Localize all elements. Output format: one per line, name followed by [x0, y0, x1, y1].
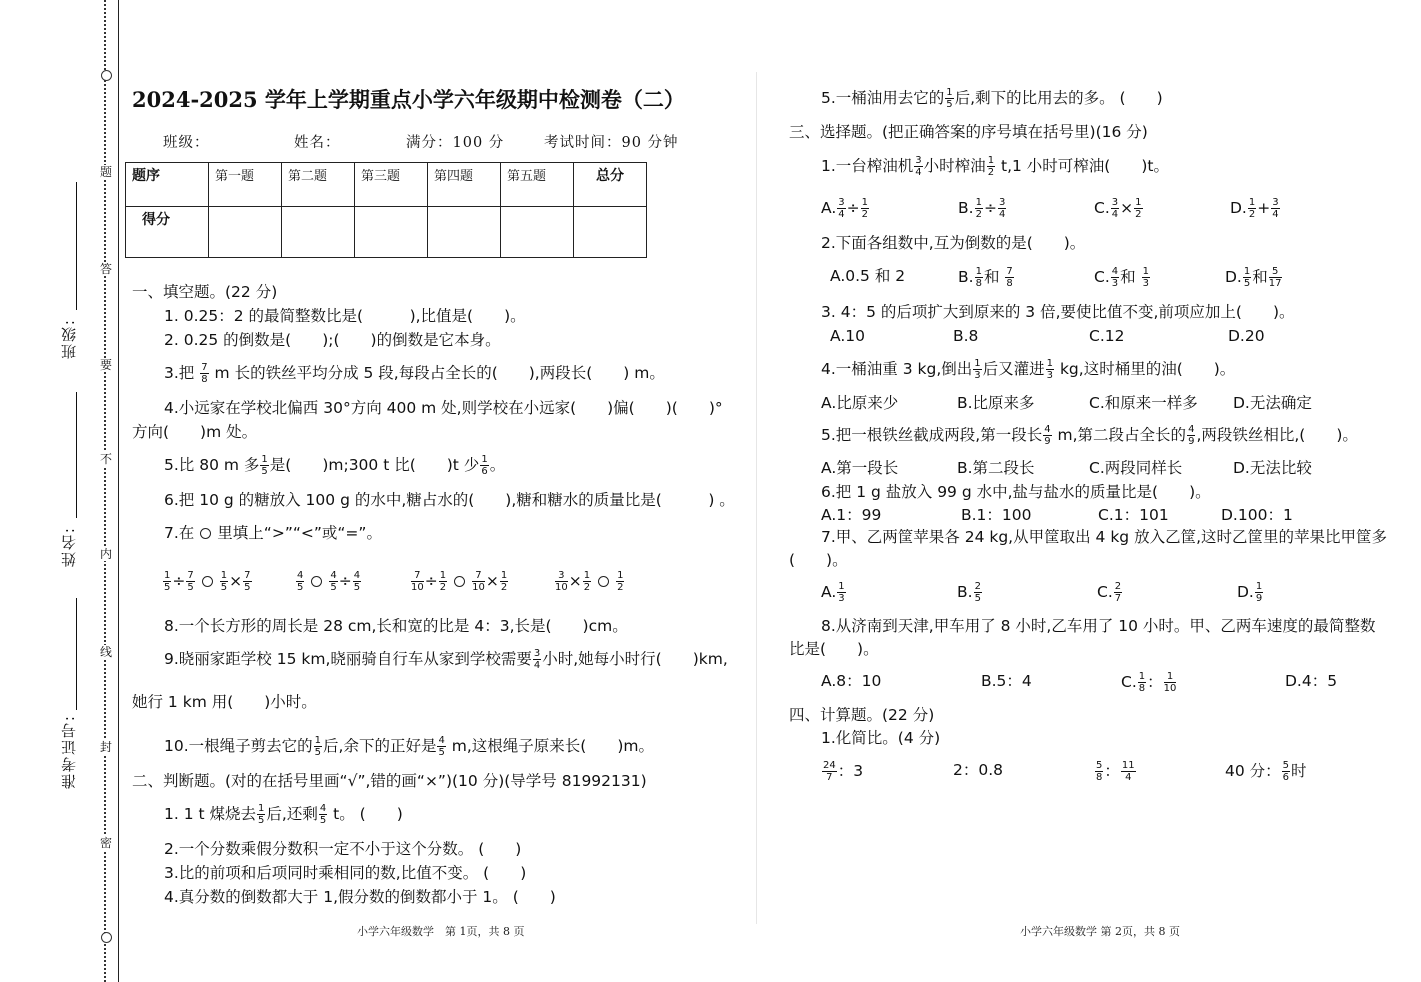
compare-item: $\frac{3}{10}$ × $\frac{1}{2}$ $\frac{1}{2}$ [555, 570, 624, 593]
binding-char: 封 [99, 740, 112, 754]
fraction: $\frac{1}{2}$ [987, 155, 995, 178]
fill-question-9-cont: 她行 1 km 用( )小时。 [132, 693, 317, 711]
score-cell[interactable] [501, 207, 574, 258]
choice-option[interactable]: B.第二段长 [957, 459, 1035, 477]
choice-option[interactable]: B.比原来多 [957, 394, 1035, 412]
fill-question-1: 1. 0.25：2 的最简整数比是( ),比值是( )。 [164, 307, 526, 325]
choice-option[interactable]: D.4：5 [1285, 672, 1338, 690]
choice-option[interactable]: D. $\frac{1}{2}$ + $\frac{3}{4}$ [1230, 197, 1279, 220]
binding-char: 密 [99, 836, 112, 850]
choice-question-1: 1.一台榨油机 $\frac{3}{4}$ 小时榨油 $\frac{1}{2}$ t,1 小时可榨油( )t。 [821, 155, 1169, 178]
choice-option[interactable]: D.无法比较 [1233, 459, 1312, 477]
compare-circle[interactable] [311, 576, 322, 587]
class-blank-line[interactable] [76, 182, 77, 310]
choice-question-7: 7.甲、乙两筐苹果各 24 kg,从甲筐取出 4 kg 放入乙筐,这时乙筐里的苹果比甲筐多 [821, 528, 1387, 546]
choice-option[interactable]: A. $\frac{3}{4}$ ÷ $\frac{1}{2}$ [821, 197, 869, 220]
compare-item: $\frac{7}{10}$ ÷ $\frac{1}{2}$ $\frac{7}{10}$ × $\frac{1}{2}$ [411, 570, 508, 593]
fraction: $\frac{1}{5}$ [261, 454, 268, 477]
score-header-cell: 总分 [574, 163, 647, 207]
choice-option[interactable]: D.无法确定 [1233, 394, 1312, 412]
choice-option[interactable]: C. $\frac{3}{4}$ × $\frac{1}{2}$ [1094, 197, 1142, 220]
compare-item: $\frac{4}{5}$ $\frac{4}{5}$ ÷ $\frac{4}{5}$ [297, 570, 361, 593]
choice-option[interactable]: A.8：10 [821, 672, 882, 690]
choice-question-4: 4.一桶油重 3 kg,倒出 $\frac{1}{3}$ 后又灌进 $\frac{1}{3}$ kg,这时桶里的油( )。 [821, 358, 1236, 381]
choice-option[interactable]: C. $\frac{1}{8}$ ： $\frac{1}{10}$ [1121, 671, 1177, 694]
choice-option[interactable]: D. $\frac{1}{9}$ [1237, 581, 1263, 604]
part2-heading: 二、判断题。(对的在括号里画“√”,错的画“×”)(10 分)(导学号 81992131) [132, 772, 647, 790]
fraction: $\frac{1}{3}$ [1046, 358, 1054, 381]
judge-question-4: 4.真分数的倒数都大于 1,假分数的倒数都小于 1。 ( ) [164, 888, 556, 906]
judge-question-2: 2.一个分数乘假分数积一定不小于这个分数。 ( ) [164, 840, 522, 858]
exam-time: 考试时间：90 分钟 [544, 135, 679, 151]
part3-heading: 三、选择题。(把正确答案的序号填在括号里)(16 分) [789, 123, 1148, 141]
name-label: 姓名: [60, 526, 78, 568]
fraction: $\frac{7}{8}$ [201, 362, 208, 385]
fraction: $\frac{4}{9}$ [1044, 424, 1051, 447]
choice-question-5: 5.把一根铁丝截成两段,第一段长 $\frac{4}{9}$ m,第二段占全长的 $\frac{4}{9}$ ,两段铁丝相比,( )。 [821, 424, 1358, 447]
score-header-cell: 第二题 [282, 163, 355, 207]
choice-option[interactable]: B.8 [953, 327, 979, 345]
fraction: $\frac{4}{9}$ [1188, 424, 1195, 447]
choice-option[interactable]: C. $\frac{4}{3}$ 和 $\frac{1}{3}$ [1094, 266, 1149, 289]
fraction: $\frac{3}{4}$ [533, 648, 541, 671]
fraction: $\frac{3}{4}$ [915, 155, 922, 178]
choice-option[interactable]: B.5：4 [981, 672, 1032, 690]
fraction: $\frac{4}{5}$ [319, 803, 327, 826]
binding-char: 答 [99, 262, 112, 276]
judge-question-1: 1. 1 t 煤烧去 $\frac{1}{5}$ 后,还剩 $\frac{4}{5}$ t。 ( ) [164, 803, 403, 826]
choice-option[interactable]: A.比原来少 [821, 394, 899, 412]
calc-item: 2：0.8 [953, 761, 1004, 779]
choice-question-7-cont: ( )。 [789, 551, 848, 569]
choice-question-6: 6.把 1 g 盐放入 99 g 水中,盐与盐水的质量比是( )。 [821, 483, 1211, 501]
choice-question-2: 2.下面各组数中,互为倒数的是( )。 [821, 234, 1086, 252]
binding-dotted-line [104, 0, 106, 982]
calc-item: $\frac{24}{7}$ ：3 [823, 760, 864, 783]
ticket-label: 准考证号: [60, 714, 78, 790]
binding-char: 线 [99, 645, 112, 659]
choice-option[interactable]: D. $\frac{1}{5}$ 和 $\frac{5}{17}$ [1225, 266, 1282, 289]
choice-option[interactable]: A.第一段长 [821, 459, 899, 477]
fraction: $\frac{1}{5}$ [946, 87, 953, 110]
score-cell[interactable] [209, 207, 282, 258]
fraction: $\frac{4}{5}$ [438, 735, 445, 758]
choice-option[interactable]: B. $\frac{1}{8}$ 和 $\frac{7}{8}$ [958, 266, 1013, 289]
choice-option[interactable]: A.10 [830, 327, 865, 345]
fill-question-8: 8.一个长方形的周长是 28 cm,长和宽的比是 4：3,长是( )cm。 [164, 617, 628, 635]
binding-char: 不 [99, 452, 112, 466]
binding-solid-line [118, 0, 119, 982]
fill-question-4-cont: 方向( )m 处。 [132, 423, 258, 441]
binding-circle-mark [101, 932, 112, 943]
score-row-label: 得分 [126, 207, 209, 258]
class-label: 班级: [60, 318, 78, 360]
score-cell[interactable] [574, 207, 647, 258]
fraction: $\frac{1}{5}$ [258, 803, 265, 826]
circle-icon [200, 528, 211, 539]
binding-char: 题 [99, 165, 112, 179]
choice-option[interactable]: A.1：99 [821, 506, 882, 524]
exam-title: 2024-2025 学年上学期重点小学六年级期中检测卷（二） [132, 87, 685, 112]
fill-question-7: 7.在 里填上“>”“<”或“=”。 [164, 524, 382, 542]
judge-question-5: 5.一桶油用去它的 $\frac{1}{5}$ 后,剩下的比用去的多。 ( ) [821, 87, 1163, 110]
choice-option[interactable]: C. $\frac{2}{7}$ [1097, 581, 1122, 604]
choice-option[interactable]: D.100：1 [1221, 506, 1293, 524]
choice-option[interactable]: B. $\frac{2}{5}$ [957, 581, 981, 604]
score-header-cell: 第一题 [209, 163, 282, 207]
choice-question-8-cont: 比是( )。 [789, 640, 879, 658]
choice-question-3: 3. 4：5 的后项扩大到原来的 3 倍,要使比值不变,前项应加上( )。 [821, 303, 1295, 321]
choice-option[interactable]: C.两段同样长 [1089, 459, 1183, 477]
compare-circle[interactable] [454, 576, 465, 587]
calc-item: $\frac{5}{8}$ ： $\frac{11}{4}$ [1096, 760, 1135, 783]
compare-circle[interactable] [202, 576, 213, 587]
score-table [125, 162, 647, 258]
choice-option[interactable]: C.12 [1089, 327, 1125, 345]
part1-heading: 一、填空题。(22 分) [132, 283, 278, 301]
binding-char: 要 [99, 358, 112, 372]
fill-question-2: 2. 0.25 的倒数是( );( )的倒数是它本身。 [164, 331, 501, 349]
judge-question-3: 3.比的前项和后项同时乘相同的数,比值不变。 ( ) [164, 864, 527, 882]
score-header-cell: 第三题 [355, 163, 428, 207]
score-header-cell: 题序 [126, 163, 209, 207]
fraction: $\frac{1}{6}$ [481, 454, 488, 477]
binding-char: 内 [99, 547, 112, 561]
ticket-blank-line[interactable] [76, 598, 77, 710]
choice-option[interactable]: D.20 [1228, 327, 1265, 345]
score-header-cell: 第五题 [501, 163, 574, 207]
choice-option[interactable]: B.1：100 [961, 506, 1032, 524]
part4-heading: 四、计算题。(22 分) [789, 706, 935, 724]
fill-question-4: 4.小远家在学校北偏西 30°方向 400 m 处,则学校在小远家( )偏( )( )° [164, 399, 723, 417]
binding-circle-mark [101, 70, 112, 81]
footer-right: 小学六年级数学 第 2页，共 8 页 [1020, 925, 1180, 938]
score-header-cell: 第四题 [428, 163, 501, 207]
choice-option[interactable]: A.0.5 和 2 [830, 267, 906, 285]
calc-item: 40 分： $\frac{5}{6}$ 时 [1225, 760, 1307, 783]
choice-option[interactable]: B. $\frac{1}{2}$ ÷ $\frac{3}{4}$ [958, 197, 1006, 220]
fill-question-5: 5.比 80 m 多 $\frac{1}{5}$ 是( )m;300 t 比( )t 少 $\frac{1}{6}$ 。 [164, 454, 506, 477]
calc-subheading: 1.化简比。(4 分) [821, 729, 941, 747]
fill-question-3: 3.把 $\frac{7}{8}$ m 长的铁丝平均分成 5 段,每段占全长的( ),两段长( ) m。 [164, 362, 665, 385]
score-cell[interactable] [282, 207, 355, 258]
choice-question-8: 8.从济南到天津,甲车用了 8 小时,乙车用了 10 小时。甲、乙两车速度的最简整数 [821, 617, 1376, 635]
score-cell[interactable] [355, 207, 428, 258]
fill-question-9: 9.晓丽家距学校 15 km,晓丽骑自行车从家到学校需要 $\frac{3}{4}$ 小时,她每小时行( )km, [164, 648, 728, 671]
fill-question-6: 6.把 10 g 的糖放入 100 g 的水中,糖占水的( ),糖和糖水的质量比是( ) 。 [164, 491, 735, 509]
score-cell[interactable] [428, 207, 501, 258]
fraction: $\frac{1}{5}$ [314, 735, 322, 758]
full-score: 满分：100 分 [406, 135, 505, 151]
name-field-label: 姓名： [294, 135, 341, 151]
page-divider [756, 72, 757, 924]
class-field-label: 班级： [163, 135, 210, 151]
choice-option[interactable]: C.和原来一样多 [1089, 394, 1198, 412]
name-blank-line[interactable] [76, 392, 77, 518]
fraction: $\frac{1}{3}$ [974, 358, 981, 381]
compare-item: $\frac{1}{5}$ ÷ $\frac{7}{5}$ $\frac{1}{5}$ × $\frac{7}{5}$ [164, 570, 251, 593]
footer-left: 小学六年级数学 第 1页，共 8 页 [357, 925, 525, 938]
compare-circle[interactable] [598, 576, 609, 587]
choice-option[interactable]: C.1：101 [1098, 506, 1169, 524]
fill-question-10: 10.一根绳子剪去它的 $\frac{1}{5}$ 后,余下的正好是 $\frac{4}{5}$ m,这根绳子原来长( )m。 [164, 735, 655, 758]
choice-option[interactable]: A. $\frac{1}{3}$ [821, 581, 845, 604]
